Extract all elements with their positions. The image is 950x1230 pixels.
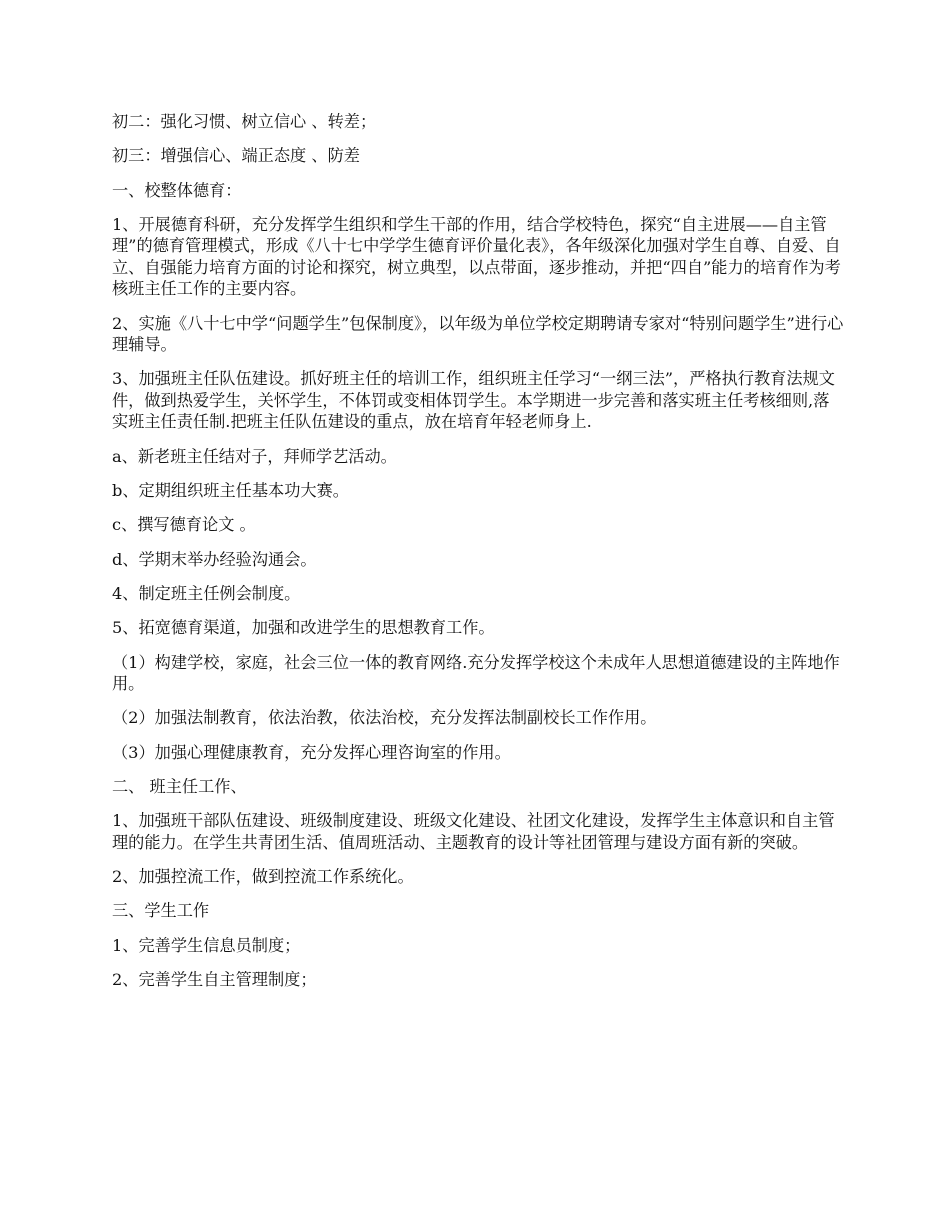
document-body [112, 111, 844, 1003]
section-heading-1: 一、校整体德育： [112, 180, 242, 200]
line-grade2-goals: 初二：强化习惯、树立信心 、转差； [112, 112, 377, 131]
paragraph-item-1: 1、开展德育科研，充分发挥学生组织和学生干部的作用，结合学校特色，探究“自主进展——自主管理”的德育管理模式，形成《八十七中学学生德育评价量化表》，各年级深化加强对学生自尊、自爱、自立、自强能力培育方面的讨论和探究，树立典型，以点带面，逐步推动，并把“四自”能力的培育作为考核班主任工作的主要内容。 [112, 214, 841, 299]
paragraph-section2-item-1: 1、加强班干部队伍建设、班级制度建设、班级文化建设、社团文化建设，发挥学生主体意识和自主管理的能力。在学生共青团生活、值周班活动、主题教育的设计等社团管理与建设方面有新的突破。 [112, 811, 835, 852]
paragraph-section3-item-1: 1、完善学生信息员制度； [112, 935, 301, 955]
sub-item-b: b、定期组织班主任基本功大赛。 [112, 481, 349, 501]
paragraph-item-3: 3、加强班主任队伍建设。抓好班主任的培训工作，组织班主任学习“一纲三法”，严格执行教育法规文件，做到热爱学生，关怀学生，不体罚或变相体罚学生。本学期进一步完善和落实班主任考核细则,落实班主任责任制.把班主任队伍建设的重点，放在培育年轻老师身上. [112, 369, 835, 432]
section-heading-2: 二、 班主任工作、 [112, 776, 247, 796]
sub-item-2: （2）加强法制教育，依法治教，依法治校，充分发挥法制副校长工作作用。 [112, 708, 657, 728]
line-grade3-goals: 初三：增强信心、端正态度 、防差 [112, 146, 360, 166]
sub-item-3: （3）加强心理健康教育，充分发挥心理咨询室的作用。 [112, 742, 511, 762]
paragraph-section3-item-2: 2、完善学生自主管理制度； [112, 969, 317, 989]
section-heading-3: 三、学生工作 [112, 901, 210, 921]
sub-item-a: a、新老班主任结对子，拜师学艺活动。 [112, 446, 397, 466]
paragraph-item-4: 4、制定班主任例会制度。 [112, 583, 301, 603]
paragraph-item-5: 5、拓宽德育渠道，加强和改进学生的思想教育工作。 [112, 618, 495, 638]
sub-item-1: （1）构建学校，家庭，社会三位一体的教育网络.充分发挥学校这个未成年人思想道德建设的主阵地作用。 [112, 652, 840, 694]
paragraph-section2-item-2: 2、加强控流工作，做到控流工作系统化。 [112, 867, 414, 887]
paragraph-item-2: 2、实施《八十七中学“问题学生”包保制度》，以年级为单位学校定期聘请专家对“特别问题学生”进行心理辅导。 [112, 313, 844, 355]
sub-item-d: d、学期末举办经验沟通会。 [112, 549, 317, 569]
sub-item-c: c、撰写德育论文 。 [112, 515, 256, 535]
